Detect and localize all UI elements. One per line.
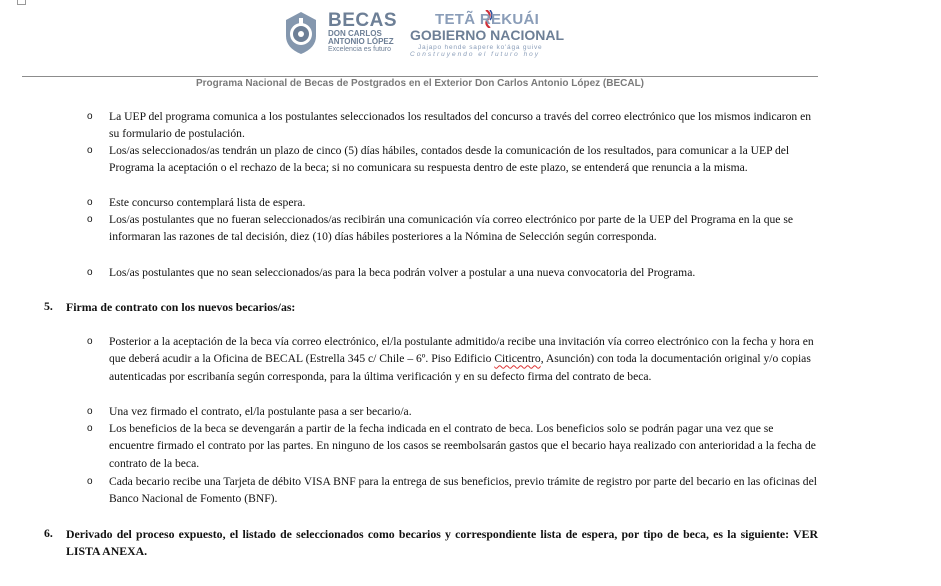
page-corner-mark [17,0,26,5]
document-header-title: Programa Nacional de Becas de Postgrados en el Exterior Don Carlos Antonio López (BECAL) [195,78,645,89]
section-number: 5. [44,299,53,313]
list-item [87,403,817,420]
bullet-icon: o [87,197,93,208]
becas-logo-text [328,11,397,54]
list-item-text: Los beneficios de la beca se devengarán a partir de la fecha indicada en el contrato de beca. Los beneficios solo se podrán pagar una vez que se encuentre firmado el contrato por las partes. En ninguno de los casos se reembolsarán gastos que el becario haya realizado con anterioridad a la fecha de contrato de la beca. [109,422,816,470]
bullet-icon: o [87,111,93,122]
list-item [87,420,817,472]
bullet-icon: o [87,423,93,434]
list-item-text: Los/as seleccionados/as tendrán un plazo de cinco (5) días hábiles, contados desde la comunicación de los resultados, para comunicar a la UEP del Programa la aceptación o el rechazo de la beca; si no comunicara su respuesta dentro de este plazo, se entenderá que renuncia a la misma. [109,144,790,175]
list-item [87,194,817,211]
gob-logo-line2: GOBIERNO NACIONAL [410,27,564,43]
becas-logo-tagline: Excelencia es futuro [328,46,392,53]
bullet-icon: o [87,406,93,417]
list-item-text: Una vez firmado el contrato, el/la postulante pasa a ser becario/a. [109,405,412,418]
becas-logo-line1: BECAS [328,10,398,31]
bullet-icon: o [87,336,93,347]
list-item-text: La UEP del programa comunica a los postulantes seleccionados los resultados del concurso a través del correo electrónico que los mismos indicaron en su formulario de postulación. [109,110,812,141]
list-item-text: Cada becario recibe una Tarjeta de débito VISA BNF para la entrega de sus beneficios, previo trámite de registro por parte del becario en las oficinas del Banco Nacional de Fomento (BNF). [109,475,817,506]
list-item [87,473,817,508]
gobierno-logo [410,11,564,58]
list-item [87,142,817,177]
becas-emblem-icon [280,10,322,56]
list-item [87,264,817,281]
header-divider [22,76,818,77]
bullet-icon: o [87,214,93,225]
section-title: Firma de contrato con los nuevos becarios/as: [66,300,296,314]
list-item [87,108,817,143]
list-item-text: , Asunción) con toda la documentación original y/o copias autenticadas por escribanía según corresponda, para la última verificación y en su defecto firma del contrato de beca. [109,352,811,383]
list-item-text: Posterior a la aceptación de la beca vía correo electrónico, el/la postulante admitido/a recibe una invitación vía correo electrónico con la fecha y hora en que deberá acudir a la Oficina de BECAL (Estrella 345 c/ Chile – 6º. Piso Edificio [109,335,814,366]
gob-logo-line4: Construyendo el futuro hoy [410,51,541,58]
gob-logo-line3: Jajapo hende sapere ko'ága guive [418,44,543,51]
list-item [87,333,817,385]
list-item-text: Este concurso contemplará lista de espera. [109,196,306,209]
gob-logo-line1: TETÃ REKUÁI [435,11,540,28]
list-item-text: Los/as postulantes que no sean seleccionados/as para la beca podrán volver a postular a una nueva convocatoria del Programa. [109,266,696,279]
list-item [87,211,817,246]
section-title: Derivado del proceso expuesto, el listado de seleccionados como becarios y correspondiente lista de espera, por tipo de beca, es la siguiente: VER LISTA ANEXA. [66,527,818,558]
section-number: 6. [44,526,53,540]
bullet-icon: o [87,145,93,156]
header-logos [280,8,564,58]
bullet-icon: o [87,267,93,278]
spellcheck-flagged-word: Citicentro [494,352,541,366]
becas-logo-line2: DON CARLOS [328,29,382,38]
list-item-text: Los/as postulantes que no fueran seleccionados/as recibirán una comunicación vía correo electrónico por parte de la UEP del Programa en la que se informaran las razones de tal decisión, diez (10) días hábiles posteriores a la Nómina de Selección según corresponda. [109,213,793,244]
bullet-icon: o [87,476,93,487]
becas-logo-line3: ANTONIO LÓPEZ [328,37,394,46]
